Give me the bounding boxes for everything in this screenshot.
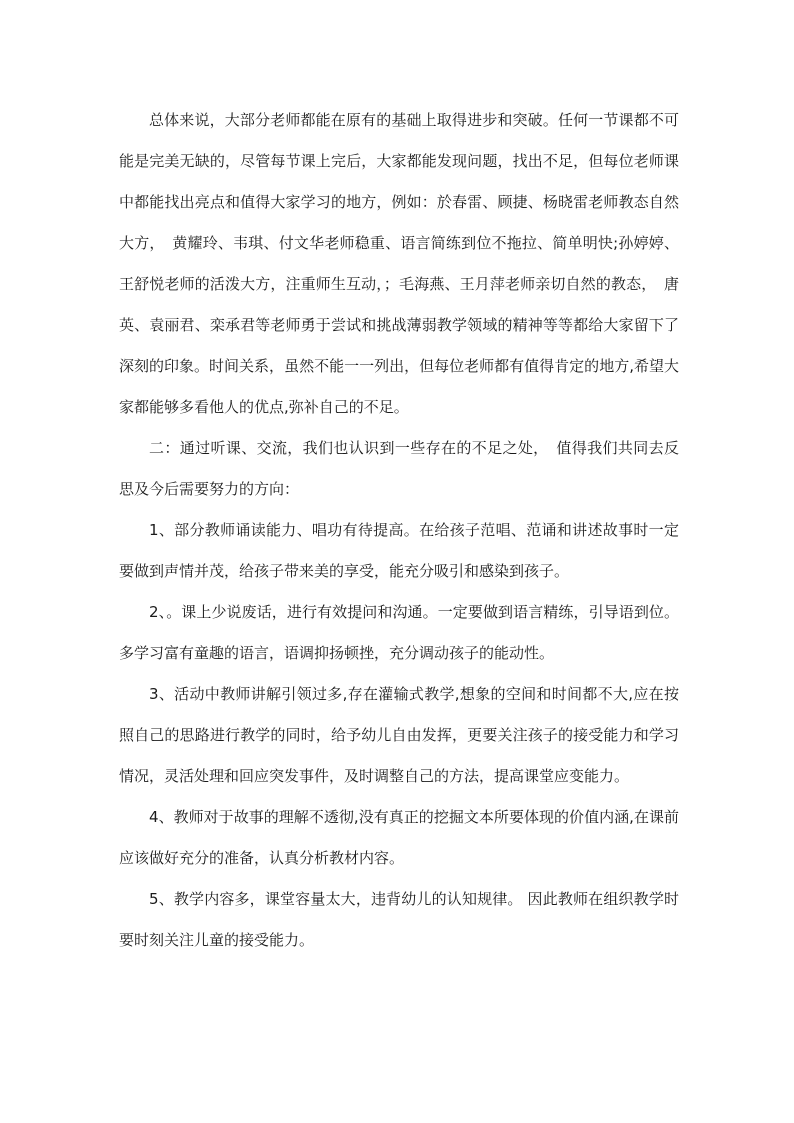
document-body xyxy=(119,100,679,961)
paragraph-summary: 总体来说，大部分老师都能在原有的基础上取得进步和突破。任何一节课都不可能是完美无缺的，尽管每节课上完后，大家都能发现问题，找出不足，但每位老师课中都能找出亮点和值得大家学习的地方，例如：於春雷、顾捷、杨晓雷老师教态自然大方， 黄耀玲、韦琪、付文华老师稳重、语言简练到位不拖拉、简单明快;孙婷婷、王舒悦老师的活泼大方，注重师生互动，；毛海燕、王月萍老师亲切自然的教态， 唐英、袁丽君、栾承君等老师勇于尝试和挑战薄弱教学领域的精神等等都给大家留下了深刻的印象。时间关系，虽然不能一一列出，但每位老师都有值得肯定的地方,希望大家都能够多看他人的优点,弥补自己的不足。 xyxy=(119,111,679,416)
paragraph-item-1: 1、部分教师诵读能力、唱功有待提高。在给孩子范唱、范诵和讲述故事时一定要做到声情并茂，给孩子带来美的享受，能充分吸引和感染到孩子。 xyxy=(119,521,679,580)
paragraph-item-5: 5、教学内容多，课堂容量太大，违背幼儿的认知规律。 因此教师在组织教学时要时刻关注儿童的接受能力。 xyxy=(119,890,679,949)
paragraph-item-2: 2、。课上少说废话，进行有效提问和沟通。一定要做到语言精练，引导语到位。多学习富有童趣的语言，语调抑扬顿挫，充分调动孩子的能动性。 xyxy=(119,603,679,662)
paragraph-item-4: 4、教师对于故事的理解不透彻,没有真正的挖掘文本所要体现的价值内涵,在课前应该做好充分的准备，认真分析教材内容。 xyxy=(119,808,679,867)
paragraph-item-3: 3、活动中教师讲解引领过多,存在灌输式教学,想象的空间和时间都不大,应在按照自己的思路进行教学的同时，给予幼儿自由发挥，更要关注孩子的接受能力和学习情况，灵活处理和回应突发事件，及时调整自己的方法，提高课堂应变能力。 xyxy=(119,685,679,785)
paragraph-section-two-intro: 二：通过听课、交流，我们也认识到一些存在的不足之处， 值得我们共同去反思及今后需要努力的方向： xyxy=(119,439,679,498)
